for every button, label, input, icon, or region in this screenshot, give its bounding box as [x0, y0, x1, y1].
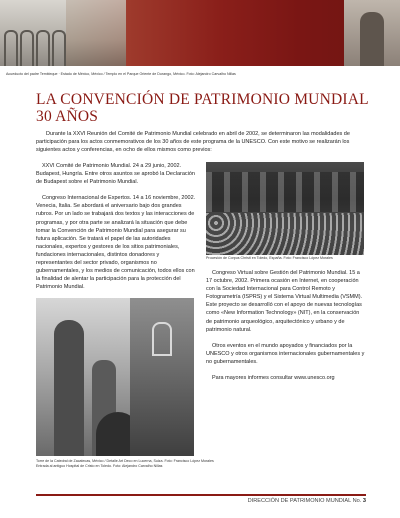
- left-column: [36, 162, 196, 299]
- header-banner: [0, 0, 400, 66]
- window-shape: [152, 322, 172, 356]
- aqueduct-arch: [20, 30, 34, 66]
- footer-label: DIRECCIÓN DE PATRIMONIO MUNDIAL: [247, 498, 352, 504]
- aqueduct-arch: [36, 30, 50, 66]
- footer-rule: [36, 494, 366, 496]
- caption-line: Entrada al antiguo Hospital de Cristo en Toledo. Foto: Alejandro Carvalho Nillas: [36, 463, 163, 468]
- plaza-photo: [66, 0, 126, 66]
- page-footer: [248, 498, 366, 504]
- more-info-paragraph: Para mayores informes consultar www.unesco.org: [212, 375, 335, 382]
- footer-issue: No.: [352, 498, 362, 504]
- church-tower-shape: [360, 12, 384, 66]
- intro-paragraph: Durante la XXVI Reunión del Comité de Patrimonio Mundial celebrado en abril de 2002, se determinaron las modalidades de participación para los actos conmemorativos de los 30 años de este programa de la UNESCO. Con este motivo se realizarán los siguientes actos y conferencias, en ocho de ellos mismos como previos:: [36, 131, 350, 153]
- title-line-2: 30 AÑOS: [36, 108, 99, 125]
- left-paragraph: XXVI Comité de Patrimonio Mundial. 24 a 29 junio, 2002. Budapest, Hungría. Entre otros asuntos se aprobó la Declaración de Budapest sobre el Patrimonio Mundial.: [36, 163, 195, 186]
- right-paragraph: Congreso Virtual sobre Gestión del Patrimonio Mundial. 15 a 17 octubre, 2002. Primera ocasión en Internet, en cooperación con la Sociedad Internacional para Control Remoto y Fotogrametría (ISPRS) y el Sistema Virtual Multimedia (VSMM). Este proyecto se desarrolló con el apoyo de nuevas tecnologías como «New Information Technology» (NIT), en la conservación de patrimonio arqueológico, arquitectónico y urbano y de patrimonio natural.: [206, 270, 363, 333]
- tower-photo: [344, 0, 400, 66]
- cathedral-tower-shape: [54, 320, 84, 456]
- aqueduct-arch: [52, 30, 66, 66]
- title-line-1: LA CONVENCIÓN DE PATRIMONIO MUNDIAL: [36, 91, 369, 108]
- aqueduct-photo: [0, 0, 66, 66]
- crowd-shape: [206, 213, 364, 255]
- facade-shape: [130, 298, 194, 456]
- header-photo-credit: Acueducto del padre Tembleque · Estado de México, México / Templo en el Parque Oriente de Durango, México. Foto: Alejandro Carvalho Nillas: [6, 72, 236, 76]
- cathedral-photo: [36, 298, 194, 456]
- right-paragraph: Otros eventos en el mundo apoyados y financiados por la UNESCO y otros organismos internacionales gubernamentales y no gubernamentales.: [206, 342, 365, 365]
- procession-caption: Procesión de Corpus Christi en Toledo, España. Foto: Francisco López Morales: [206, 256, 333, 260]
- page-title: [36, 91, 369, 125]
- right-column: [206, 269, 366, 390]
- caption-line: Torre de la Catedral de Zacatecas, México / Detalle Art Deco en Lucerna, Suiza. Foto: Francisco López Morales: [36, 459, 214, 463]
- aqueduct-arch: [4, 30, 18, 66]
- arcade-shape: [206, 172, 364, 212]
- left-paragraph: Congreso Internacional de Expertos. 14 a 16 noviembre, 2002. Venecia, Italia. Se abordará el aniversario bajo dos grandes rubros. Por un lado se trabajará dos textos y las interacciones de programas, y por otra parte se analizará la situación que debe tomar la Convención de Patrimonio Mundial para asegurar su futura aplicación. Se tratará el papel de las autoridades nacionales, expertos y gestores de los sitios patrimoniales, fundaciones internacionales, distintos donadores y representantes del sector privado, organismos no gubernamentales, y los medios de comunicación, todos ellos con la finalidad de alentar la participación para la protección del Patrimonio Mundial.: [36, 195, 196, 291]
- page-number: 3: [362, 498, 366, 504]
- procession-photo: [206, 162, 364, 255]
- cathedral-caption: [36, 459, 236, 468]
